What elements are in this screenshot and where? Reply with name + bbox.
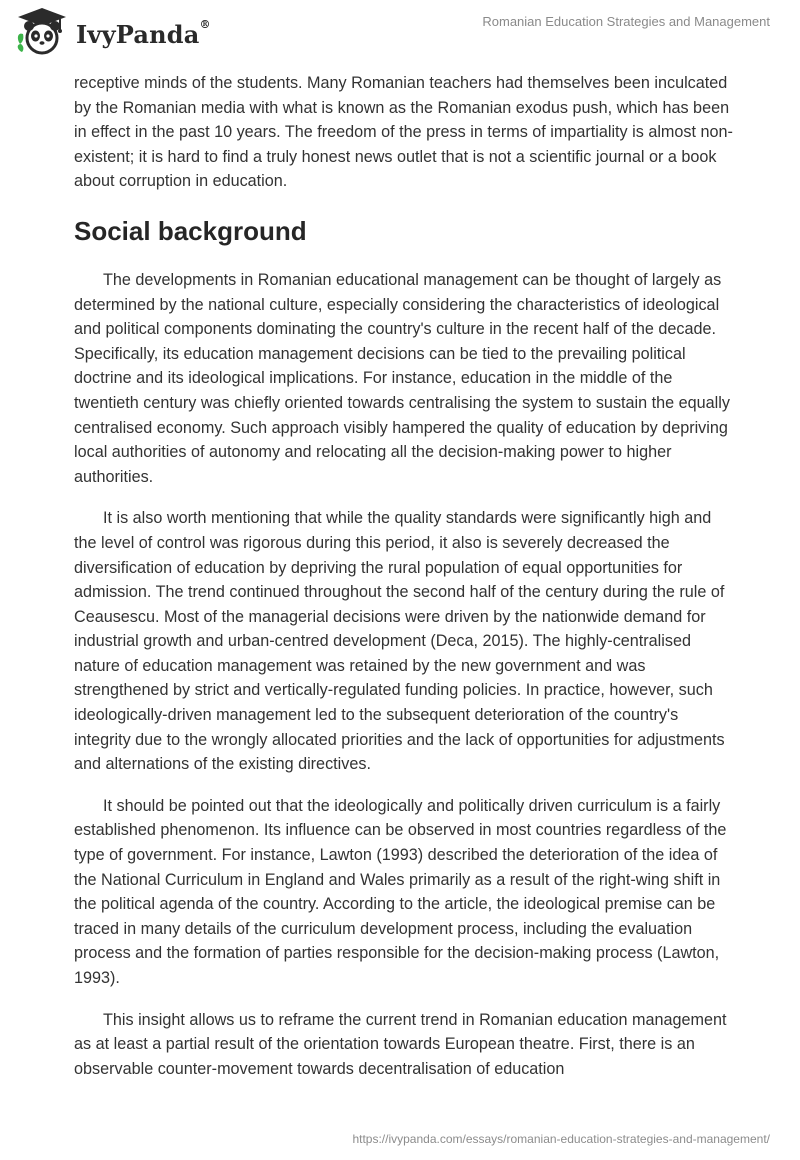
paragraph-gap	[74, 777, 734, 794]
paragraph: It should be pointed out that the ideologically and politically driven curriculum is a fairly established phenomenon. Its influence can be observed in most countries regardless of the type of government. For instance, Lawton (1993) described the deterioration of the idea of the National Curriculum in England and Wales primarily as a result of the right-wing shift in the political agenda of the country. According to the article, the ideological premise can be traced in many details of the curriculum development process, including the evaluation process and the formation of parties responsible for the decision-making process (Lawton, 1993).	[74, 796, 727, 987]
document-title: Romanian Education Strategies and Management	[482, 14, 770, 29]
paragraph: The developments in Romanian educational management can be thought of largely as determined by the national culture, especially considering the characteristics of ideological and political components dominating the country's culture in the recent half of the decade. Specifically, its education management decisions can be tied to the prevailing political doctrine and its ideological implications. For instance, education in the middle of the twentieth century was chiefly oriented towards centralising the system to sustain the equally centralised economy. Such approach visibly hampered the quality of education by depriving local authorities of autonomy and relocating all the decision-making power to higher authorities.	[74, 270, 730, 486]
paragraph: It is also worth mentioning that while the quality standards were significantly high and the level of control was rigorous during this period, it also is severely decreased the diversification of education by depriving the rural population of equal opportunities for admission. The trend continued throughout the second half of the century during the rule of Ceausescu. Most of the managerial decisions were driven by the nationwide demand for industrial growth and urban-centred development (Deca, 2015). The highly-centralised nature of education management was retained by the new government and was strengthened by strict and vertically-regulated funding policies. In practice, however, such ideologically-driven management led to the subsequent deterioration of the country's integrity due to the wrongly allocated priorities and the lack of opportunities for adjustments and alternations of the existing directives.	[74, 509, 725, 774]
paragraph: receptive minds of the students. Many Romanian teachers had themselves been inculcated by the Romanian media with what is known as the Romanian exodus push, which has been in effect in the past 10 years. The freedom of the press in terms of impartiality is almost non-existent; it is hard to find a truly honest news outlet that is not a scientific journal or a book about corruption in education.	[74, 74, 733, 191]
panda-graduate-icon	[14, 6, 70, 58]
paragraph: This insight allows us to reframe the current trend in Romanian education management as at least a partial result of the orientation towards European theatre. First, there is an observable counter-movement towards decentralisation of education	[74, 1010, 727, 1078]
section-heading: Social background	[74, 215, 307, 246]
registered-mark: ®	[199, 17, 211, 31]
source-url[interactable]: https://ivypanda.com/essays/romanian-education-strategies-and-management/	[352, 1132, 770, 1146]
ivypanda-logo[interactable]	[14, 6, 211, 58]
brand-name: IvyPanda®	[76, 17, 211, 49]
paragraph-gap	[74, 991, 734, 1008]
paragraph-gap	[74, 489, 734, 506]
article-body	[74, 71, 734, 1081]
page-header	[0, 0, 800, 72]
